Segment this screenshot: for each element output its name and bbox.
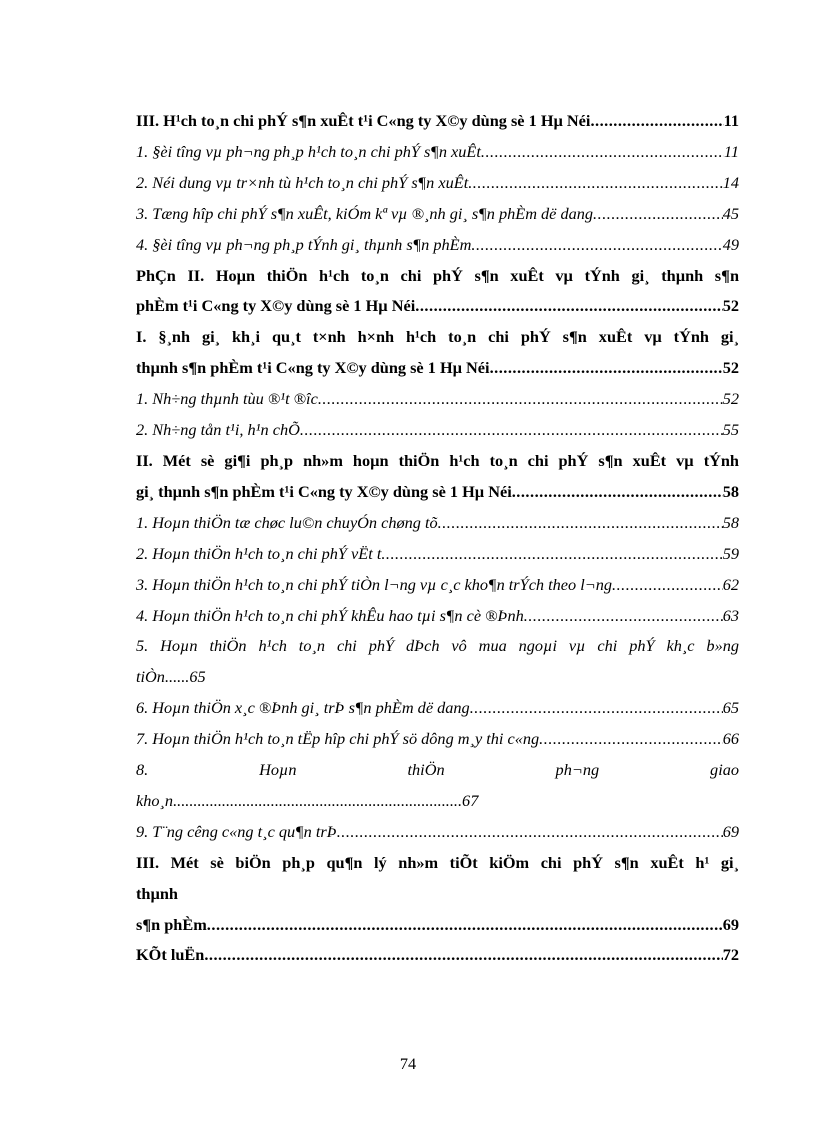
toc-entry [136, 415, 739, 446]
toc-entry [136, 168, 739, 199]
toc-entry-page: 11 [723, 141, 739, 161]
toc-entry-title: 2. Nh÷ng tån t¹i, h¹n chÕ [136, 420, 300, 440]
toc-entry [136, 539, 739, 570]
toc-entry-title: III. H¹ch to¸n chi phÝ s¶n xuÊt t¹i C«ng ty X©y dùng sè 1 Hµ Néi [136, 111, 591, 130]
toc-entry-page: 58 [722, 512, 739, 532]
toc-entry-page: 72 [722, 945, 739, 965]
toc-entry [136, 199, 739, 230]
toc-entry-page: 52 [722, 296, 739, 316]
toc-entry-title: 1. Hoµn thiÖn tæ chøc lu©n chuyÓn chøng tõ [136, 512, 438, 532]
toc-entry-title-line1: PhÇn II. Hoµn thiÖn h¹ch to¸n chi phÝ s¶n xuÊt vµ tÝnh gi¸ thµnh s¶n [136, 265, 739, 285]
toc-entry-title: 6. Hoµn thiÖn x¸c ®Þnh gi¸ trÞ s¶n phÈm dë dang [136, 698, 470, 718]
toc-entry-title: 3. Tæng hîp chi phÝ s¶n xuÊt, kiÓm kª vµ ®¸nh gi¸ s¶n phÈm dë dang [136, 203, 594, 223]
toc-entry-title: s¶n phÈm [136, 914, 207, 934]
toc-entry [136, 477, 739, 508]
toc-entry-page: 52 [722, 358, 739, 378]
toc-entry [136, 601, 739, 632]
toc-entry-page: 14 [722, 172, 739, 192]
toc-entry-title: phÈm t¹i C«ng ty X©y dùng sè 1 Hµ Néi [136, 296, 416, 316]
toc-entry-title: 1. §èi tîng vµ ph¬ng ph¸p h¹ch to¸n chi phÝ s¶n xuÊt [136, 141, 481, 161]
toc-entry-page: 65 [722, 698, 739, 718]
toc-entry [136, 940, 739, 971]
toc-entry [136, 570, 739, 601]
toc-entry-title: 4. Hoµn thiÖn h¹ch to¸n chi phÝ khÊu hao tµi s¶n cè ®Þnh [136, 605, 524, 625]
toc-entry [136, 724, 739, 755]
toc-entry-title-line1: 8. Hoµn thiÖn ph¬ng giao [136, 760, 739, 780]
toc-entry-page: 45 [722, 203, 739, 223]
toc-entry-page: 11 [723, 111, 739, 130]
toc-entry [136, 693, 739, 724]
toc-entry [136, 106, 739, 137]
toc-entry-title-line1: I. §¸nh gi¸ kh¸i qu¸t t×nh h×nh h¹ch to¸n chi phÝ s¶n xuÊt vµ tÝnh gi¸ [136, 327, 739, 347]
toc-entry [136, 508, 739, 539]
toc-entry-title: KÕt luËn [136, 945, 205, 965]
toc-entry-title-line2: kho¸n.......................................................................67 [136, 790, 479, 810]
page-number: 74 [399, 1054, 417, 1073]
toc-entry-title: 2. Néi dung vµ tr×nh tù h¹ch to¸n chi phÝ s¶n xuÊt [136, 172, 469, 192]
toc-entry-title-line1: III. Mét sè biÖn ph¸p qu¶n lý nh»m tiÕt kiÖm chi phÝ s¶n xuÊt h¹ gi¸ [136, 852, 739, 872]
toc-entry-title: 4. §èi tîng vµ ph¬ng ph¸p tÝnh gi¸ thµnh s¶n phÈm [136, 234, 472, 254]
toc-entry [136, 230, 739, 261]
toc-entry-page: 62 [722, 574, 739, 594]
toc-entry-page: 52 [722, 389, 739, 409]
toc-entry-title: 7. Hoµn thiÖn h¹ch to¸n tËp hîp chi phÝ sö dông m¸y thi c«ng [136, 729, 540, 749]
toc-entry-title: 2. Hoµn thiÖn h¹ch to¸n chi phÝ vËt t [136, 543, 382, 563]
toc-entry-page: 63 [722, 605, 739, 625]
toc-entry [136, 817, 739, 848]
toc-entry-title: 3. Hoµn thiÖn h¹ch to¸n chi phÝ tiÒn l¬ng vµ c¸c kho¶n trÝch theo l¬ng [136, 574, 613, 594]
toc-entry-title-line2: thµnh [136, 883, 178, 903]
toc-entry-page: 59 [722, 543, 739, 563]
toc-entry-page: 66 [722, 729, 739, 749]
toc-entry [136, 353, 739, 384]
toc-entry-title: thµnh s¶n phÈm t¹i C«ng ty X©y dùng sè 1 Hµ Néi [136, 358, 490, 378]
toc-entry-page: 69 [722, 914, 739, 934]
toc-entry-title: gi¸ thµnh s¶n phÈm t¹i C«ng ty X©y dùng sè 1 Hµ Néi [136, 481, 512, 501]
toc-entry-page: 49 [722, 234, 739, 254]
toc-entry [136, 137, 739, 168]
toc-entry-title-line1: 5. Hoµn thiÖn h¹ch to¸n chi phÝ dÞch vô mua ngoµi vµ chi phÝ kh¸c b»ng [136, 636, 739, 656]
toc-entry [136, 291, 739, 322]
toc-entry-page: 55 [722, 420, 739, 440]
toc-entry-page: 69 [722, 821, 739, 841]
toc-entry [136, 910, 739, 941]
toc-entry-title: 9. T¨ng cêng c«ng t¸c qu¶n trÞ [136, 821, 337, 841]
toc-entry-title-line1: II. Mét sè gi¶i ph¸p nh»m hoµn thiÖn h¹ch to¸n chi phÝ s¶n xuÊt vµ tÝnh [136, 450, 739, 470]
toc-entry-page: 58 [722, 481, 739, 501]
toc-entry-title: 1. Nh÷ng thµnh tùu ®¹t ®îc [136, 389, 318, 409]
toc-entry-title-line2: tiÒn......65 [136, 667, 206, 687]
table-of-contents [136, 106, 739, 971]
toc-entry [136, 384, 739, 415]
